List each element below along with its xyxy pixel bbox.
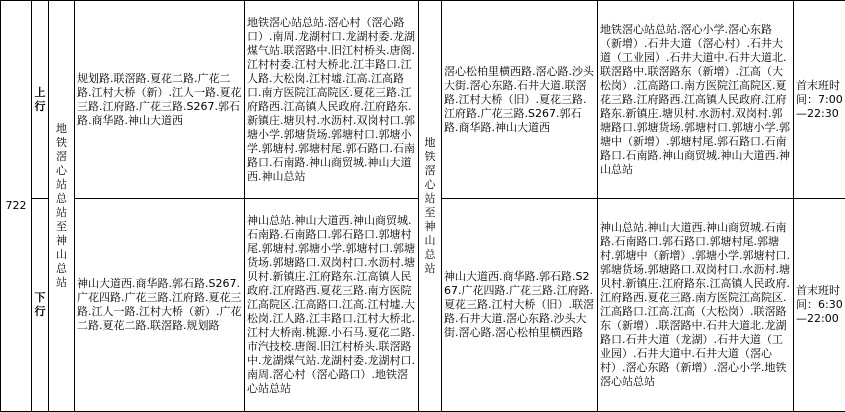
- stops-return-up: 地铁滘心站总站.滘心小学.滘心东路（新增）.石井大道（滘心村）.石井大道（工业园）.石井大道中.石井大道北.联滘路中.联滘路东（新增）.江高（大松岗）.江高路口.南方医院江高院区.夏花三路.江府路西.江高镇人民政府.江府路东.新镇庄.塘贝村.水沥村.双岗村.郭塘路口.郭塘货场.郭塘村口.郭塘小学.郭塘中（新增）.郭塘村尾.郭石路口.石南路口.石南路.神山商贸城.神山大道西.神山总站: [598, 1, 794, 199]
- direction-down: 下行: [32, 199, 49, 412]
- roads-outbound-down: 神山大道西.商华路.郭石路.S267.广花四路.广花三路.江府路.夏花三路.江人一路.江村大桥（新）.广花二路.夏花二路.联滘路.规划路: [75, 199, 245, 412]
- direction-up: 上行: [32, 1, 49, 199]
- service-time-up: 首末班时间：7:00—22:30: [794, 1, 845, 199]
- roads-return-down: 神山大道西.商华路.郭石路.S267.广花四路.广花三路.江府路.夏花三路.江村大桥（旧）.联滘路.石井大道.滘心东路.沙头大街.滘心路.滘心松柏里横西路: [442, 199, 598, 412]
- route-number: 722: [1, 1, 32, 412]
- up-row: [1, 1, 845, 199]
- roads-return-up: 滘心松柏里横西路.滘心路.沙头大街.滘心东路.石井大道.联滘路.江村大桥（旧）.夏花三路.江府路.广花三路.S267.郭石路.商华路.神山大道西: [442, 1, 598, 199]
- section-label-2: 地铁滘心站至神山总站: [419, 1, 442, 412]
- stops-outbound-down: 神山总站.神山大道西.神山商贸城.石南路.石南路口.郭石路口.郭塘村尾.郭塘村.郭塘小学.郭塘村口.郭塘货场.郭塘路口.双岗村口.水沥村.塘贝村.新镇庄.江府路东.江高镇人民政府.江府路西.夏花三路.南方医院江高院区.江高路口.江高.江村墟.大松岗.江人路.江丰路口.江村大桥北.江村大桥南.桃源.小石马.夏花二路.市汽技校.唐阁.旧江村桥头.联滘路中.龙湖煤气站.龙湖村委.龙湖村口.南周.滘心村（滘心路口）.地铁滘心站总站: [245, 199, 419, 412]
- stops-return-down: 神山总站.神山大道西.神山商贸城.石南路.石南路口.郭石路口.郭塘村尾.郭塘村.郭塘中（新增）.郭塘小学.郭塘村口.郭塘货场.郭塘路口.双岗村口.水沥村.塘贝村.新镇庄.江府路东.江高镇人民政府.江府路西.夏花三路.南方医院江高院区.江高路口.江高.江高（大松岗）.联滘路东（新增）.联滘路中.石井大道北.龙湖路口.石井大道（龙湖）.石井大道（工业园）.石井大道中.石井大道（滘心村）.滘心东路（新增）.滘心小学.地铁滘心站总站: [598, 199, 794, 412]
- section-label: 地铁滘心站总站至神山总站: [49, 1, 75, 412]
- roads-outbound-up: 规划路.联滘路.夏花二路.广花二路.江村大桥（新）.江人一路.夏花三路.江府路.广花三路.S267.郭石路.商华路.神山大道西: [75, 1, 245, 199]
- stops-outbound-up: 地铁滘心站总站.滘心村（滘心路口）.南周.龙湖村口.龙湖村委.龙湖煤气站.联滘路中.旧江村桥头.唐阁.江村村委.江村大桥北.江丰路口.江人路.大松岗.江村墟.江高.江高路口.南方医院江高院区.夏花三路.江府路西.江高镇人民政府.江府路东.新镇庄.塘贝村.水沥村.双岗村口.郭塘小学.郭塘货场.郭塘村口.郭塘小学.郭塘村.郭塘村尾.郭石路口.石南路口.石南路.神山商贸城.神山大道西.神山总站: [245, 1, 419, 199]
- service-time-down: 首末班时间：6:30—22:00: [794, 199, 845, 412]
